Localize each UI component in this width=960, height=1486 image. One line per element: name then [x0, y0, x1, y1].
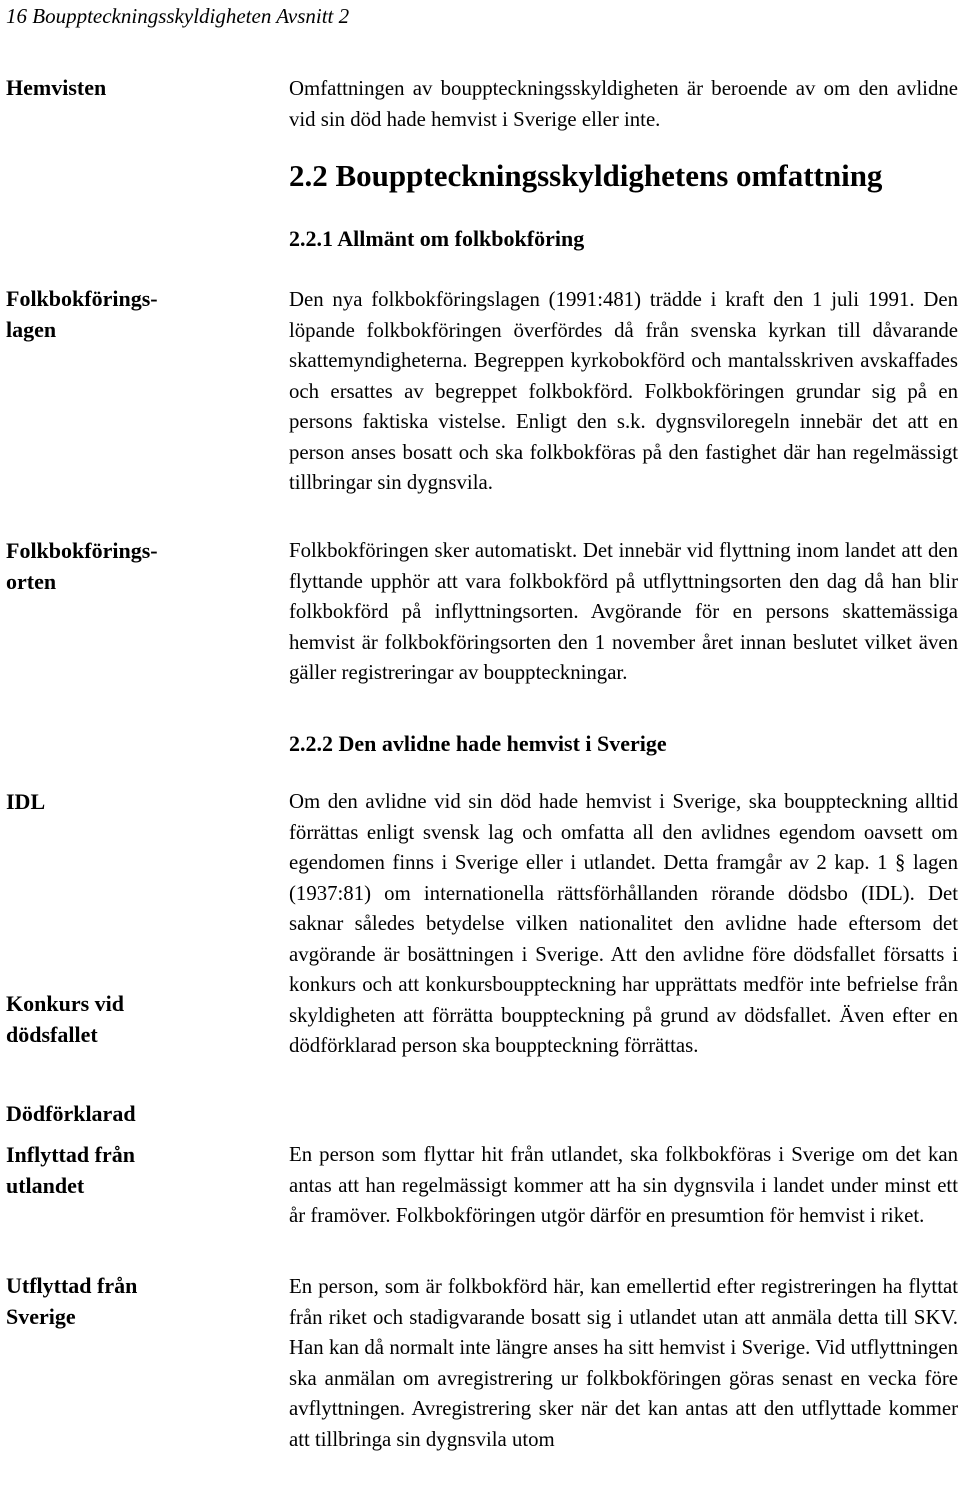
paragraph-text: En person som flyttar hit från utlandet, ska folkbokföras i Sverige om det kan antas att han regelmässigt kommer att ha sin dygnsvila i landet under minst ett år framöver. Folkbokföringen utgör därför en presumtion för hemvist i riket. [289, 1143, 958, 1227]
margin-note-line: orten [6, 569, 57, 594]
margin-note-konkurs [6, 988, 276, 1050]
section-heading-2-2-2: 2.2.2 Den avlidne hade hemvist i Sverige [289, 731, 667, 756]
margin-note-line: Sverige [6, 1304, 76, 1329]
margin-note-line: Inflyttad från [6, 1142, 135, 1167]
paragraph-folkbokforingsorten [289, 536, 958, 689]
paragraph-folkbokforingslagen [289, 285, 958, 499]
margin-note-inflyttad [6, 1139, 276, 1201]
margin-note-idl: IDL [6, 789, 46, 814]
margin-note-hemvisten: Hemvisten [6, 75, 107, 100]
margin-note-line: lagen [6, 317, 57, 342]
margin-note-line: Folkbokförings- [6, 538, 158, 563]
margin-note-folkbokforingslagen [6, 283, 276, 345]
paragraph-hemvisten [289, 74, 958, 135]
margin-note-dodforklarad: Dödförklarad [6, 1101, 136, 1126]
paragraph-text: En person, som är folkbokförd här, kan emellertid efter registreringen ha flyttat från riket och stadigvarande bosatt sig i utlandet utan att anmäla detta till SKV. Han kan då normalt inte längre anses ha sitt hemvist i Sverige. Vid utflyttningen ska anmälan om avregistrering ur folkbokföringen göras senast en vecka före avflyttningen. Avregistrering sker när det kan antas att den utflyttade kommer att tillbringa sin dygnsvila utom [289, 1275, 958, 1451]
section-heading-2-2: 2.2 Bouppteckningsskyldighetens omfattning [289, 158, 883, 193]
paragraph-text: Om den avlidne vid sin död hade hemvist i Sverige, ska bouppteckning alltid förrättas enligt svensk lag och omfatta all den avlidnes egendom oavsett om egendomen finns i Sverige eller i utlandet. Detta framgår av 2 kap. 1 § lagen (1937:81) om internationella rättsförhållanden rörande dödsbo (IDL). Det saknar således betydelse vilken nationalitet den avlidne hade eftersom det avgörande är bosättningen i Sverige. Att den avlidne före dödsfallet försatts i konkurs och att konkursbouppteckning har upprättats medför inte befrielse från skyldigheten att förrätta bouppteckning på grund av dödsfallet. Även efter en dödförklarad person ska bouppteckning förrättas. [289, 790, 958, 1057]
paragraph-text: Folkbokföringen sker automatiskt. Det innebär vid flyttning inom landet att den flyttande upphör att vara folkbokförd på utflyttningsorten den dag då han blir folkbokförd på inflyttningsorten. Avgörande för en persons skattemässiga hemvist är folkbokföringsorten den 1 november året innan beslutet vilket även gäller registreringar av bouppteckningar. [289, 539, 958, 684]
paragraph-inflyttad [289, 1140, 958, 1232]
margin-note-line: utlandet [6, 1173, 85, 1198]
running-header: 16 Bouppteckningsskyldigheten Avsnitt 2 [6, 4, 350, 28]
paragraph-utflyttad [289, 1272, 958, 1455]
section-heading-2-2-1: 2.2.1 Allmänt om folkbokföring [289, 226, 585, 251]
margin-note-line: Folkbokförings- [6, 286, 158, 311]
margin-note-line: dödsfallet [6, 1022, 98, 1047]
margin-note-line: Konkurs vid [6, 991, 124, 1016]
margin-note-utflyttad [6, 1270, 276, 1332]
paragraph-text: Den nya folkbokföringslagen (1991:481) trädde i kraft den 1 juli 1991. Den löpande folkbokföringen överfördes då från svenska kyrkan till dåvarande skattemyndigheterna. Begreppen kyrkobokförd och mantalsskriven avskaffades och ersattes av begreppet folkbokförd. Folkbokföringen grundar sig på en persons faktiska vistelse. Enligt den s.k. dygnsviloregeln innebär det att en person anses bosatt och ska folkbokföras på den fastighet där han regelmässigt tillbringar sin dygnsvila. [289, 288, 958, 494]
paragraph-idl [289, 787, 958, 1062]
margin-note-line: Utflyttad från [6, 1273, 138, 1298]
paragraph-text: Omfattningen av bouppteckningsskyldigheten är beroende av om den avlidne vid sin död hade hemvist i Sverige eller inte. [289, 77, 958, 131]
margin-note-folkbokforingsorten [6, 535, 276, 597]
